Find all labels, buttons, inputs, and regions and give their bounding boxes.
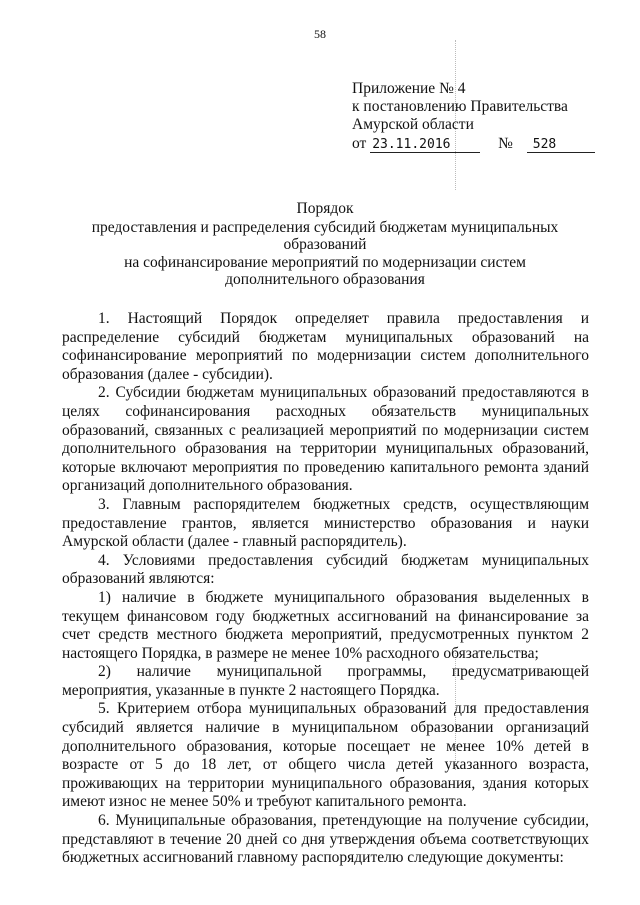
appendix-header (352, 80, 595, 153)
paragraph-5: 5. Критерием отбора муниципальных образований для предоставления субсидий является наличие в муниципальном образовании организаций дополнительного образования, которые посещает не менее 10% детей в возрасте от 5 до 18 лет, от общего числа детей указанного возраста, проживающих на территории муниципального образования, здания которых имеют износ не менее 50% и требуют капитального ремонта. (62, 700, 589, 811)
appendix-title: Приложение № 4 (352, 80, 466, 97)
page-number: 58 (314, 27, 326, 41)
title-line: на софинансирование мероприятий по модернизации систем (124, 253, 526, 271)
paragraph-3: 3. Главным распорядителем бюджетных средств, осуществляющим предоставление грантов, является министерство образования и науки Амурской области (далее - главный распорядитель). (62, 495, 589, 551)
appendix-region: Амурской области (352, 116, 474, 133)
document-title (60, 200, 590, 289)
paragraph-4-1: 1) наличие в бюджете муниципального образования выделенных в текущем финансовом году бюджетных ассигнований на финансирование за счет средств местного бюджета мероприятий, предусмотренных пунктом 2 настоящего Порядка, в размере не менее 10% расходного обязательства; (62, 588, 589, 662)
paragraph-4: 4. Условиями предоставления субсидий бюджетам муниципальных образований являются: (62, 551, 589, 588)
date-prefix: от (352, 135, 367, 152)
number-value: 528 (527, 137, 595, 153)
title-main: Порядок (296, 200, 354, 217)
title-line: образований (283, 236, 367, 253)
date-value: 23.11.2016 (370, 137, 480, 153)
title-line: дополнительного образования (225, 271, 425, 288)
paragraph-1: 1. Настоящий Порядок определяет правила предоставления и распределение субсидий бюджетам муниципальных образований на софинансирование мероприятий по модернизации систем дополнительного образования (далее - субсидии). (62, 310, 589, 383)
document-body (62, 310, 589, 868)
number-label: № (498, 135, 513, 152)
paragraph-2: 2. Субсидии бюджетам муниципальных образований предоставляются в целях софинансирования расходных обязательств муниципальных образований, связанных с реализацией мероприятий по модернизации систем дополнительного образования на территории муниципальных образований, которые включают мероприятия по проведению капитального ремонта зданий организаций дополнительного образования. (62, 384, 589, 495)
paragraph-4-2: 2) наличие муниципальной программы, предусматривающей мероприятия, указанные в пункте 2 настоящего Порядка. (62, 663, 589, 699)
appendix-date-line (352, 135, 595, 153)
paragraph-6: 6. Муниципальные образования, претендующие на получение субсидии, представляют в течение 20 дней со дня утверждения объема соответствующих бюджетных ассигнований главному распорядителю следующие документы: (62, 812, 589, 867)
appendix-resolution-ref: к постановлению Правительства (352, 98, 568, 115)
title-line: предоставления и распределения субсидий бюджетам муниципальных (91, 218, 559, 236)
